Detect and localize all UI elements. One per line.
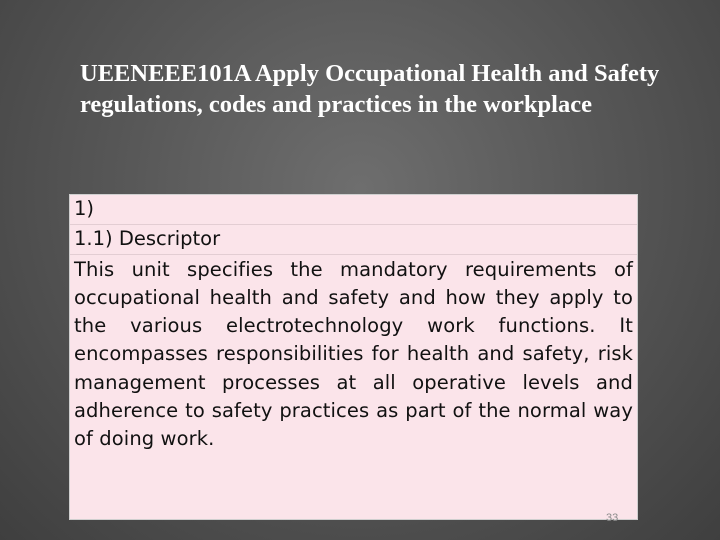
section-heading: 1.1) Descriptor [70, 225, 637, 255]
content-table [69, 194, 638, 520]
section-number: 1) [70, 195, 637, 225]
slide-number: 33 [606, 512, 619, 524]
slide-title: UEENEEE101A Apply Occupational Health and Safety regulations, codes and practices in the workplace [80, 60, 660, 118]
descriptor-text: This unit specifies the mandatory requirements of occupational health and safety and how they apply to the various electrotechnology work functions. It encompasses responsibilities for health and safety, risk management processes at all operative levels and adherence to safety practices as part of the normal way of doing work. [74, 257, 633, 451]
